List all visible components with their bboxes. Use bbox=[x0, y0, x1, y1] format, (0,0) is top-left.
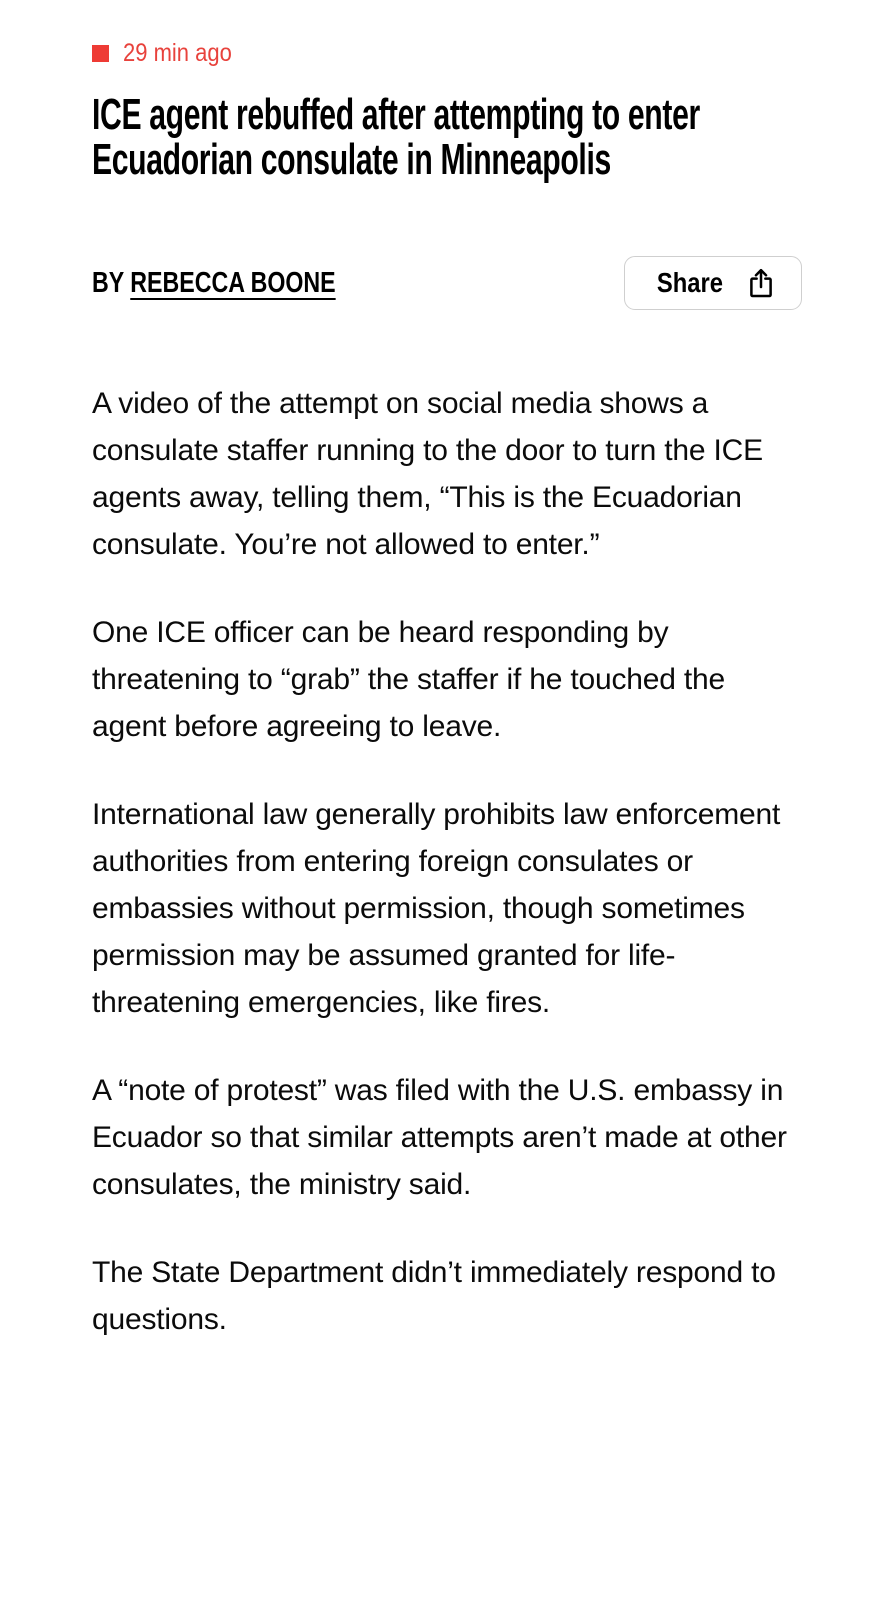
author-link[interactable]: REBECCA BOONE bbox=[130, 266, 336, 299]
share-upload-icon bbox=[747, 267, 775, 299]
article-paragraph: One ICE officer can be heard responding by threatening to “grab” the staffer if he touched the agent before agreeing to leave. bbox=[92, 616, 725, 743]
timestamp-row bbox=[92, 40, 802, 66]
article-paragraph: A video of the attempt on social media shows a consulate staffer running to the door to turn the ICE agents away, telling them, “This is the Ecuadorian consulate. You’re not allowed to enter.” bbox=[92, 387, 763, 561]
byline-prefix: BY bbox=[92, 266, 131, 299]
article-paragraph: A “note of protest” was filed with the U.S. embassy in Ecuador so that similar attempts aren’t made at other consulates, the ministry said. bbox=[92, 1074, 787, 1201]
breaking-indicator-square bbox=[92, 45, 109, 62]
article-headline: ICE agent rebuffed after attempting to enter Ecuadorian consulate in Minneapolis bbox=[92, 90, 700, 184]
article-paragraph: The State Department didn’t immediately respond to questions. bbox=[92, 1256, 776, 1336]
share-button-label: Share bbox=[657, 267, 724, 298]
article-paragraph: International law generally prohibits law enforcement authorities from entering foreign consulates or embassies without permission, though sometimes permission may be assumed granted for life-threatening emergencies, like fires. bbox=[92, 798, 781, 1019]
share-button[interactable] bbox=[624, 256, 802, 310]
article-body bbox=[92, 380, 802, 1343]
byline-row bbox=[92, 256, 802, 310]
byline bbox=[92, 267, 336, 300]
timestamp: 29 min ago bbox=[123, 38, 232, 67]
